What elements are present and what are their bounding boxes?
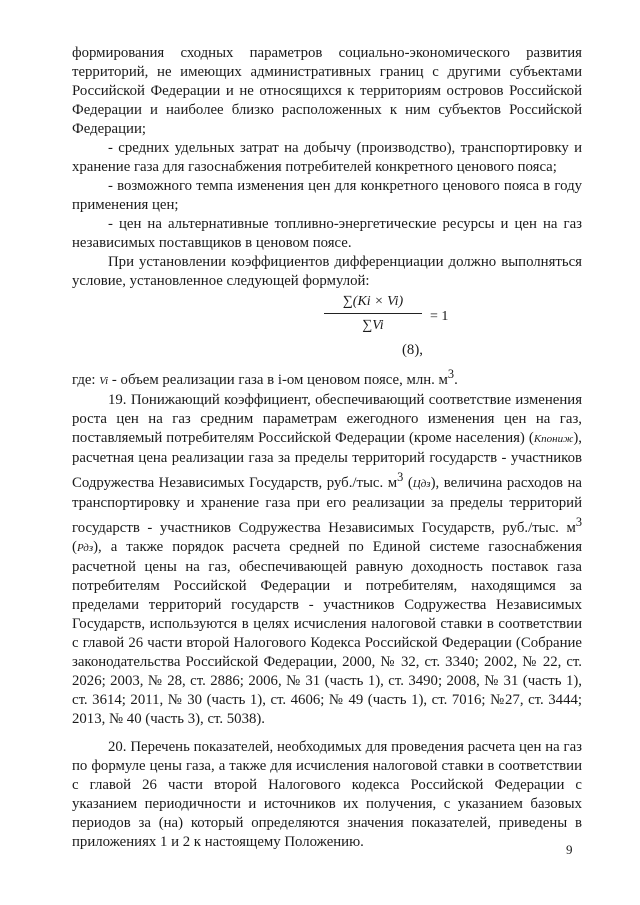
formula-fraction xyxy=(318,293,428,336)
symbol-r-dz: Рдз xyxy=(76,541,94,554)
paragraph-19 xyxy=(72,391,582,729)
where-text: - объем реализации газа в i-ом ценовом поясе, млн. м xyxy=(111,371,448,388)
paragraph-20: 20. Перечень показателей, необходимых для проведения расчета цен на газ по формуле цены газа, а также для исчисления налоговой ставки в соответствии с главой 26 части второй Налогового кодекса Российской Федерации с указанием периодичности и источников их получения, с указанием базовых периодов за (на) который определяются значения показателей, приведены в приложениях 1 и 2 к настоящему Положению. xyxy=(72,738,582,850)
where-end: . xyxy=(454,371,458,388)
body-text xyxy=(72,44,582,852)
formula-denominator: ∑Vi xyxy=(362,318,384,333)
list-item-rate: - возможного темпа изменения цен для конкретного ценового пояса в году применения цен; xyxy=(72,178,582,213)
p19-part6: ), а также порядок расчета средней по Единой системе газоснабжения расчетной цены на газ, обеспечивающей равную доходность поставок газа потребителям Российской Федерации и потребителям, находящимся за пределами территорий государств - участников Содружества Независимых Государств, используются в целях исчисления налоговой ставки в соответствии с главой 26 части второй Налогового Кодекса Российской Федерации (Собрание законодательства Российской Федерации, 2000, № 32, ст. 3340; 2002, № 22, ст. 2026; 2003, № 28, ст. 2886; 2006, № 31 (часть 1), ст. 3490; 2008, № 31 (часть 1), ст. 3614; 2011, № 30 (часть 1), ст. 4606; № 49 (часть 1), ст. 7016; №27, ст. 3444; 2013, № 40 (часть 3), ст. 5038). xyxy=(72,538,582,727)
fraction-bar xyxy=(324,313,422,314)
formula-number: (8), xyxy=(402,342,423,358)
symbol-k-reducing: Kпониж xyxy=(533,432,574,445)
list-item-costs: - средних удельных затрат на добычу (производство), транспортировку и хранение газа для газоснабжения потребителей конкретного ценового пояса; xyxy=(72,140,582,175)
page-number: 9 xyxy=(566,842,573,857)
list-item-alternatives: - цен на альтернативные топливно-энергетические ресурсы и цен на газ независимых поставщиков в ценовом поясе. xyxy=(72,216,582,251)
paragraph-continuation: формирования сходных параметров социально-экономического развития территорий, не имеющих административных границ с другими субъектами Российской Федерации и не относящихся к территориям островов Российской Федерации и наиболее близко расположенных к ним субъектов Российской Федерации; xyxy=(72,45,582,137)
where-line xyxy=(72,365,582,391)
p19-part4: ), величина расходов на транспортировку и хранение газа при его реализации за пределы территорий государств - участников Содружества Независимых Государств, руб./тыс. м xyxy=(72,474,582,536)
p19-part1: 19. Понижающий коэффициент, обеспечивающий соответствие изменения роста цен на газ средним параметрам ежегодного изменения цен на газ, поставляемый потребителям Российской Федерации (кроме населения) ( xyxy=(72,391,582,446)
superscript-3: 3 xyxy=(447,367,455,381)
symbol-c-dz: Цдз xyxy=(412,477,431,490)
where-prefix: где: xyxy=(72,371,96,388)
p19-part2: ), расчетная цена реализации газа за пределы территорий государств - участников Содружества Независимых Государств, руб./тыс. м xyxy=(72,429,582,491)
superscript-3: 3 xyxy=(575,514,582,529)
formula-numerator: ∑(Ki × Vi) xyxy=(342,294,404,309)
formula-8 xyxy=(72,293,582,363)
formula-equals: = 1 xyxy=(430,309,449,324)
p19-part3: ( xyxy=(403,474,413,491)
p19-part5: ( xyxy=(72,538,77,555)
symbol-vi: Vi xyxy=(99,374,109,387)
superscript-3: 3 xyxy=(397,469,404,484)
paragraph-condition: При установлении коэффициентов дифференциации должно выполняться условие, установленное следующей формулой: xyxy=(72,254,582,289)
